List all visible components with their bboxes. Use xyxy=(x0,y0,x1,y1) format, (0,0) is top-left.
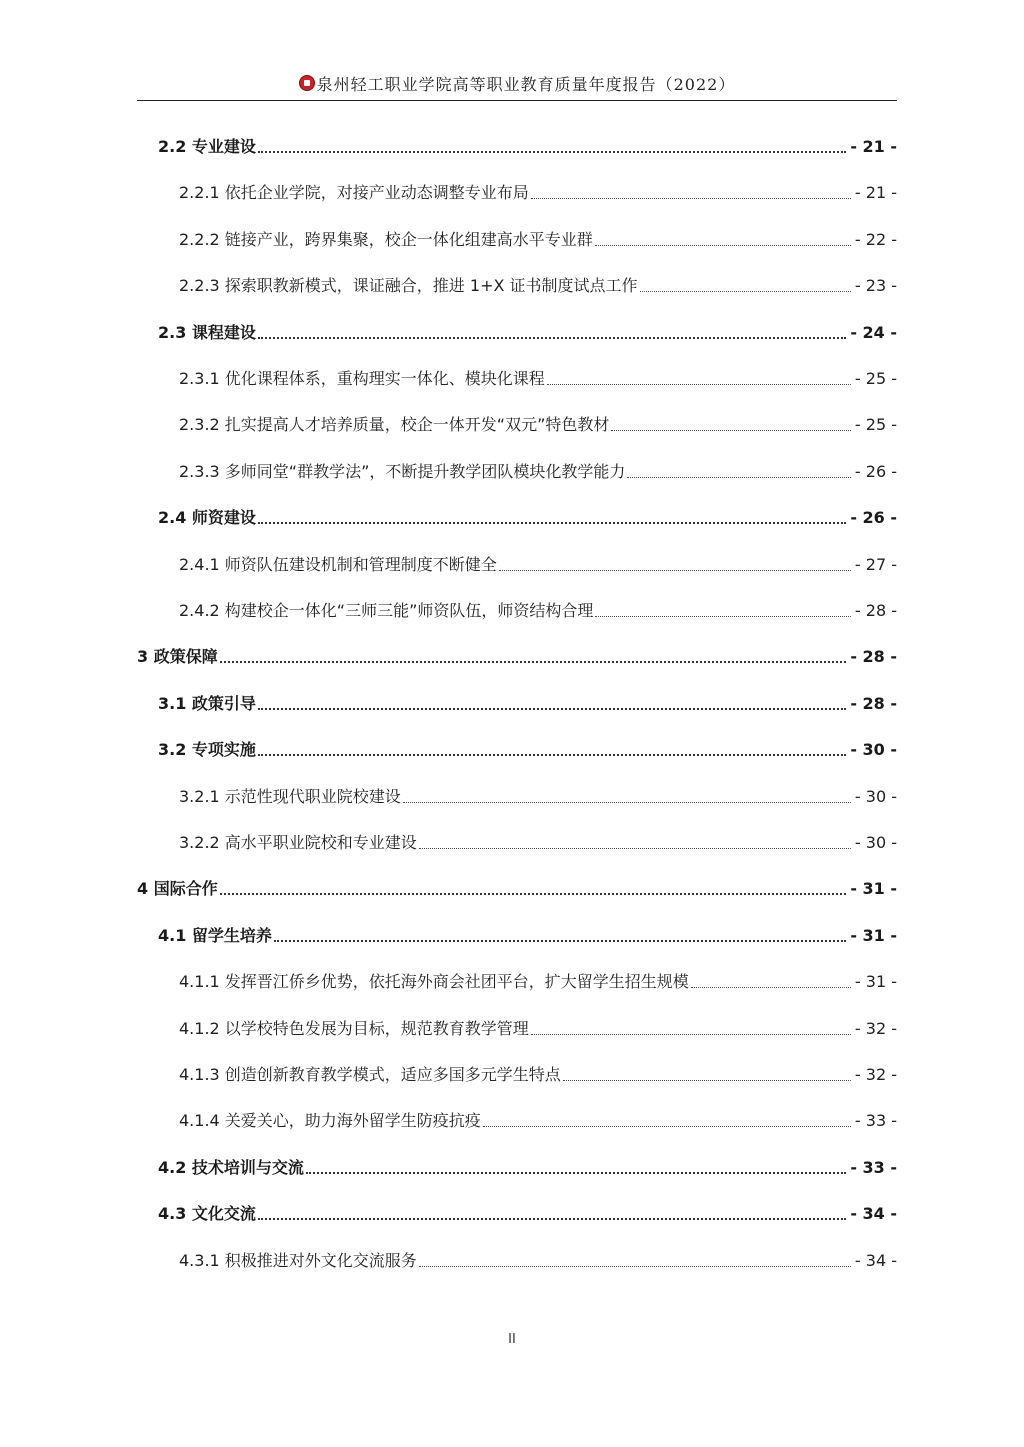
toc-dot-leader xyxy=(220,893,847,895)
toc-entry-page: - 34 - xyxy=(854,1250,897,1270)
toc-entry-page: - 33 - xyxy=(850,1157,897,1177)
toc-entry-title: 2.3.1 优化课程体系，重构理实一体化、模块化课程 xyxy=(179,369,545,388)
toc-entry-title: 2.4.2 构建校企一体化“三师三能”师资队伍，师资结构合理 xyxy=(179,601,594,620)
toc-entry[interactable] xyxy=(179,965,897,993)
toc-dot-leader xyxy=(595,616,851,617)
toc-entry-page: - 32 - xyxy=(854,1018,897,1038)
toc-entry[interactable] xyxy=(137,872,897,900)
toc-entry-page: - 23 - xyxy=(854,276,897,296)
toc-dot-leader xyxy=(691,987,851,988)
toc-dot-leader xyxy=(531,1034,851,1035)
toc-entry-title: 2.2.3 探索职教新模式，课证融合，推进 1+X 证书制度试点工作 xyxy=(179,276,638,296)
toc-entry[interactable] xyxy=(179,269,897,297)
toc-entry-page: - 28 - xyxy=(850,647,897,667)
toc-entry-title: 3.2.1 示范性现代职业院校建设 xyxy=(179,786,401,806)
toc-dot-leader xyxy=(258,522,846,524)
toc-entry-page: - 28 - xyxy=(850,693,897,713)
toc-dot-leader xyxy=(258,754,846,756)
toc-entry-title: 4 国际合作 xyxy=(137,879,218,899)
toc-entry[interactable] xyxy=(158,1151,897,1179)
toc-dot-leader xyxy=(483,1126,851,1127)
toc-entry[interactable] xyxy=(179,408,897,436)
toc-entry-page: - 34 - xyxy=(850,1204,897,1224)
toc-entry[interactable] xyxy=(179,1104,897,1132)
toc-entry[interactable] xyxy=(158,1197,897,1225)
toc-entry-page: - 30 - xyxy=(854,786,897,806)
toc-dot-leader xyxy=(306,1172,846,1174)
toc-entry-page: - 26 - xyxy=(854,461,897,481)
toc-entry-page: - 22 - xyxy=(854,229,897,249)
header-title: 泉州轻工职业学院高等职业教育质量年度报告（2022） xyxy=(316,74,736,94)
toc-entry-title: 3 政策保障 xyxy=(137,647,218,667)
toc-entry[interactable] xyxy=(179,1058,897,1086)
toc-entry-page: - 31 - xyxy=(854,972,897,992)
toc-entry-page: - 25 - xyxy=(854,415,897,435)
toc-entry[interactable] xyxy=(179,362,897,390)
toc-entry-page: - 33 - xyxy=(854,1111,897,1131)
toc-entry-page: - 21 - xyxy=(850,137,897,156)
toc-entry-title: 4.3 文化交流 xyxy=(158,1204,256,1224)
toc-entry-page: - 30 - xyxy=(854,833,897,852)
toc-entry[interactable] xyxy=(158,687,897,715)
toc-entry-title: 4.1.4 关爱关心，助力海外留学生防疫抗疫 xyxy=(179,1111,481,1131)
page-header xyxy=(137,66,897,101)
toc-entry-title: 2.2 专业建设 xyxy=(158,137,256,156)
toc-entry-title: 4.1 留学生培养 xyxy=(158,925,272,945)
toc-entry[interactable] xyxy=(158,316,897,344)
toc-entry-page: - 30 - xyxy=(850,740,897,760)
toc-dot-leader xyxy=(531,198,851,199)
school-logo-icon xyxy=(299,75,315,91)
toc-dot-leader xyxy=(627,477,851,478)
toc-entry-title: 2.2.1 依托企业学院，对接产业动态调整专业布局 xyxy=(179,183,529,203)
toc-entry-page: - 21 - xyxy=(854,183,897,203)
toc-entry[interactable] xyxy=(158,919,897,947)
toc-entry[interactable] xyxy=(158,501,897,529)
toc-entry[interactable] xyxy=(179,826,897,854)
toc-entry-page: - 26 - xyxy=(850,508,897,528)
toc-entry-title: 3.2.2 高水平职业院校和专业建设 xyxy=(179,833,417,852)
toc-entry[interactable] xyxy=(179,176,897,204)
toc-entry-title: 4.1.2 以学校特色发展为目标，规范教育教学管理 xyxy=(179,1018,529,1038)
toc-dot-leader xyxy=(499,570,851,571)
toc-dot-leader xyxy=(220,661,847,663)
page-number: II xyxy=(508,1332,516,1347)
toc-entry[interactable] xyxy=(158,130,897,158)
toc-dot-leader xyxy=(258,151,846,153)
toc-entry-title: 2.3 课程建设 xyxy=(158,322,256,342)
toc-entry-title: 4.2 技术培训与交流 xyxy=(158,1157,304,1177)
toc-entry[interactable] xyxy=(179,780,897,808)
toc-entry[interactable] xyxy=(137,640,897,668)
toc-entry-title: 4.1.1 发挥晋江侨乡优势，依托海外商会社团平台，扩大留学生招生规模 xyxy=(179,972,689,992)
toc-dot-leader xyxy=(611,430,851,431)
toc-entry-page: - 28 - xyxy=(854,601,897,620)
toc-entry-title: 2.2.2 链接产业，跨界集聚，校企一体化组建高水平专业群 xyxy=(179,229,593,249)
toc-dot-leader xyxy=(258,337,846,339)
toc-entry[interactable] xyxy=(179,548,897,576)
toc-entry-title: 2.3.3 多师同堂“群教学法”，不断提升教学团队模块化教学能力 xyxy=(179,461,626,481)
toc-entry-page: - 25 - xyxy=(854,369,897,388)
toc-entry[interactable] xyxy=(179,1012,897,1040)
toc-entry[interactable] xyxy=(179,455,897,483)
toc-entry[interactable] xyxy=(179,223,897,251)
toc-dot-leader xyxy=(419,848,851,849)
toc-dot-leader xyxy=(258,708,846,710)
toc-entry[interactable] xyxy=(179,594,897,622)
toc-dot-leader xyxy=(547,384,851,385)
toc-dot-leader xyxy=(274,940,846,942)
toc-entry-page: - 32 - xyxy=(854,1065,897,1084)
toc-entry-title: 3.2 专项实施 xyxy=(158,740,256,760)
toc-entry-title: 2.4.1 师资队伍建设机制和管理制度不断健全 xyxy=(179,554,497,574)
toc-entry-title: 2.3.2 扎实提高人才培养质量，校企一体开发“双元”特色教材 xyxy=(179,415,610,435)
toc-entry-page: - 31 - xyxy=(850,879,897,899)
toc-entry-title: 4.3.1 积极推进对外文化交流服务 xyxy=(179,1250,417,1270)
toc-dot-leader xyxy=(595,245,851,246)
toc-entry[interactable] xyxy=(158,733,897,761)
toc-entry-page: - 27 - xyxy=(854,554,897,574)
toc-entry-page: - 31 - xyxy=(850,925,897,945)
toc-entry[interactable] xyxy=(179,1244,897,1272)
toc-dot-leader xyxy=(419,1266,851,1267)
toc-dot-leader xyxy=(403,802,851,803)
toc-dot-leader xyxy=(563,1080,851,1081)
toc-dot-leader xyxy=(640,291,851,292)
toc-entry-page: - 24 - xyxy=(850,322,897,342)
toc-entry-title: 2.4 师资建设 xyxy=(158,508,256,528)
toc-entry-title: 4.1.3 创造创新教育教学模式，适应多国多元学生特点 xyxy=(179,1065,561,1084)
toc-dot-leader xyxy=(258,1218,846,1220)
toc-entry-title: 3.1 政策引导 xyxy=(158,693,256,713)
